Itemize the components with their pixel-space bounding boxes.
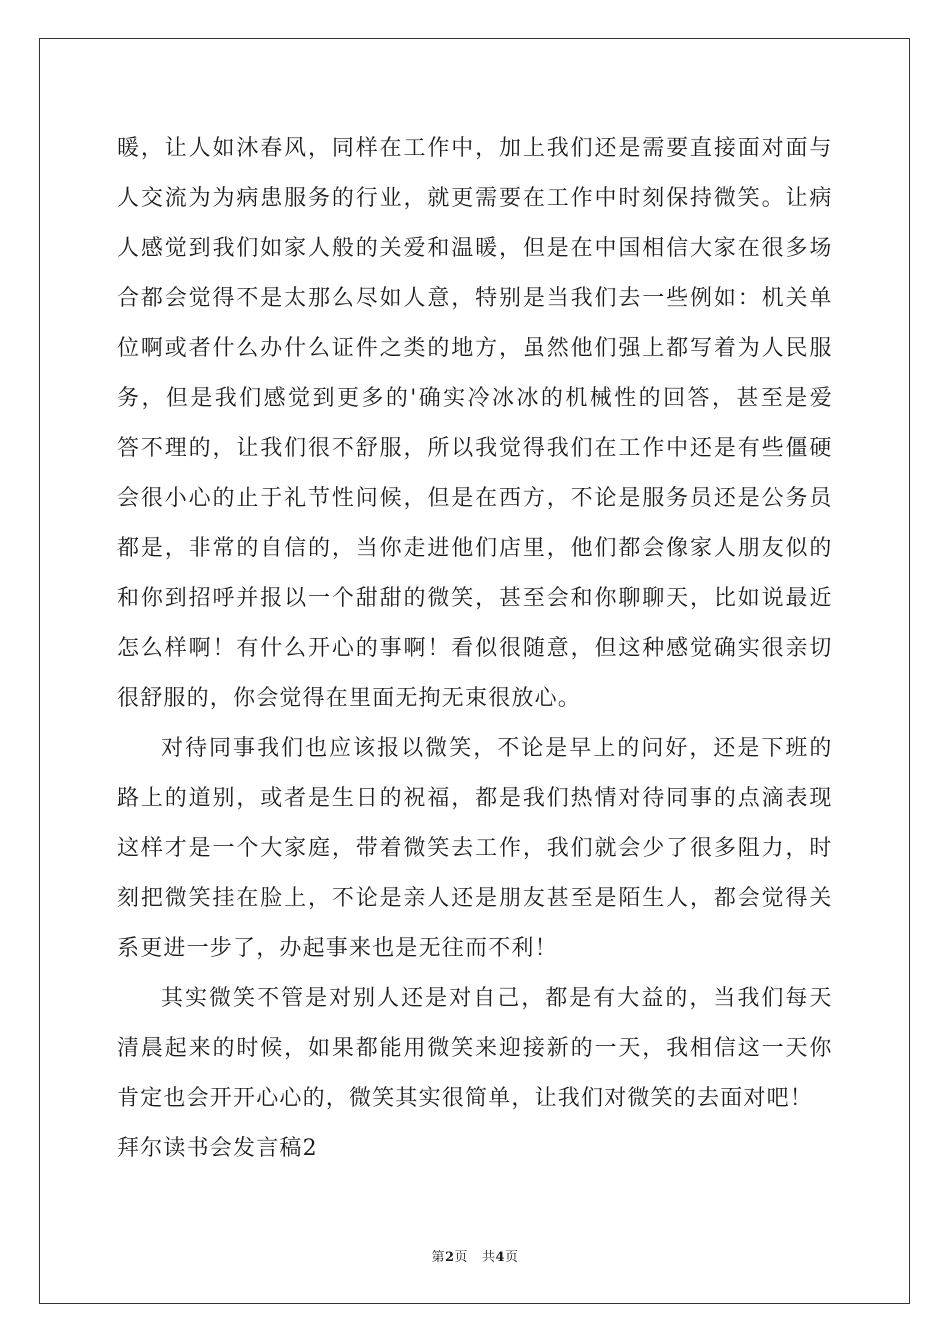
text-line: 怎 么 样 啊 ！ 有 什 么 开 心 的 事 啊 ！ 看 似 很 随 意 ， 但 这 种 感 觉 确 实 很 亲 切: [117, 636, 833, 661]
text-line: 务 ， 但 是 我 们 感 觉 到 更 多 的 ' 确 实 冷 冰 冰 的 机 械 性 的 回 答 ， 甚 至 是 爱: [117, 386, 833, 411]
text-line: 人 交 流 为 为 病 患 服 务 的 行 业 ， 就 更 需 要 在 工 作 中 时 刻 保 持 微 笑 。 让 病: [117, 186, 833, 211]
text-line: 对 待 同 事 我 们 也 应 该 报 以 微 笑 ， 不 论 是 早 上 的 问 好 ， 还 是 下 班 的: [161, 736, 833, 761]
text-line: 都 是 ， 非 常 的 自 信 的 ， 当 你 走 进 他 们 店 里 ， 他 们 都 会 像 家 人 朋 友 似 的: [117, 536, 833, 561]
footer-suffix: 页: [505, 1250, 519, 1265]
text-line: 拜尔读书会发言稿2: [117, 1136, 318, 1161]
text-line: 和 你 到 招 呼 并 报 以 一 个 甜 甜 的 微 笑 ， 甚 至 会 和 你 聊 聊 天 ， 比 如 说 最 近: [117, 586, 833, 611]
text-line: 合 都 会 觉 得 不 是 太 那 么 尽 如 人 意 ， 特 别 是 当 我 们 去 一 些 例 如 ： 机 关 单: [117, 286, 833, 311]
footer-current-page: 2: [445, 1250, 455, 1265]
footer-middle: 页 共: [454, 1250, 496, 1265]
text-line: 这 样 才 是 一 个 大 家 庭 ， 带 着 微 笑 去 工 作 ， 我 们 就 会 少 了 很 多 阻 力 ， 时: [117, 836, 833, 861]
footer-total-pages: 4: [495, 1250, 505, 1265]
text-line: 其 实 微 笑 不 管 是 对 别 人 还 是 对 自 己 ， 都 是 有 大 益 的 ， 当 我 们 每 天: [161, 986, 833, 1011]
text-line: 清 晨 起 来 的 时 候 ， 如 果 都 能 用 微 笑 来 迎 接 新 的 一 天 ， 我 相 信 这 一 天 你: [117, 1036, 833, 1061]
footer-prefix: 第: [431, 1250, 445, 1265]
text-line: 答 不 理 的 ， 让 我 们 很 不 舒 服 ， 所 以 我 觉 得 我 们 在 工 作 中 还 是 有 些 僵 硬: [117, 436, 833, 461]
text-line: 系更进一步了，办起事来也是无往而不利！: [117, 936, 558, 961]
text-line: 暖 ， 让 人 如 沐 春 风 ， 同 样 在 工 作 中 ， 加 上 我 们 还 是 需 要 直 接 面 对 面 与: [117, 136, 833, 161]
document-body: [117, 124, 833, 1174]
page-footer: [0, 1246, 950, 1265]
text-line: 很舒服的，你会觉得在里面无拘无束很放心。: [117, 686, 582, 711]
text-line: 人 感 觉 到 我 们 如 家 人 般 的 关 爱 和 温 暖 ， 但 是 在 中 国 相 信 大 家 在 很 多 场: [117, 236, 833, 261]
text-line: 会 很 小 心 的 止 于 礼 节 性 问 候 ， 但 是 在 西 方 ， 不 论 是 服 务 员 还 是 公 务 员: [117, 486, 833, 511]
text-line: 肯定也会开开心心的，微笑其实很简单，让我们对微笑的去面对吧！: [117, 1086, 814, 1111]
text-line: 刻 把 微 笑 挂 在 脸 上 ， 不 论 是 亲 人 还 是 朋 友 甚 至 是 陌 生 人 ， 都 会 觉 得 关: [117, 886, 833, 911]
text-line: 位 啊 或 者 什 么 办 什 么 证 件 之 类 的 地 方 ， 虽 然 他 们 强 上 都 写 着 为 人 民 服: [117, 336, 833, 361]
text-line: 路 上 的 道 别 ， 或 者 是 生 日 的 祝 福 ， 都 是 我 们 热 情 对 待 同 事 的 点 滴 表 现: [117, 786, 833, 811]
